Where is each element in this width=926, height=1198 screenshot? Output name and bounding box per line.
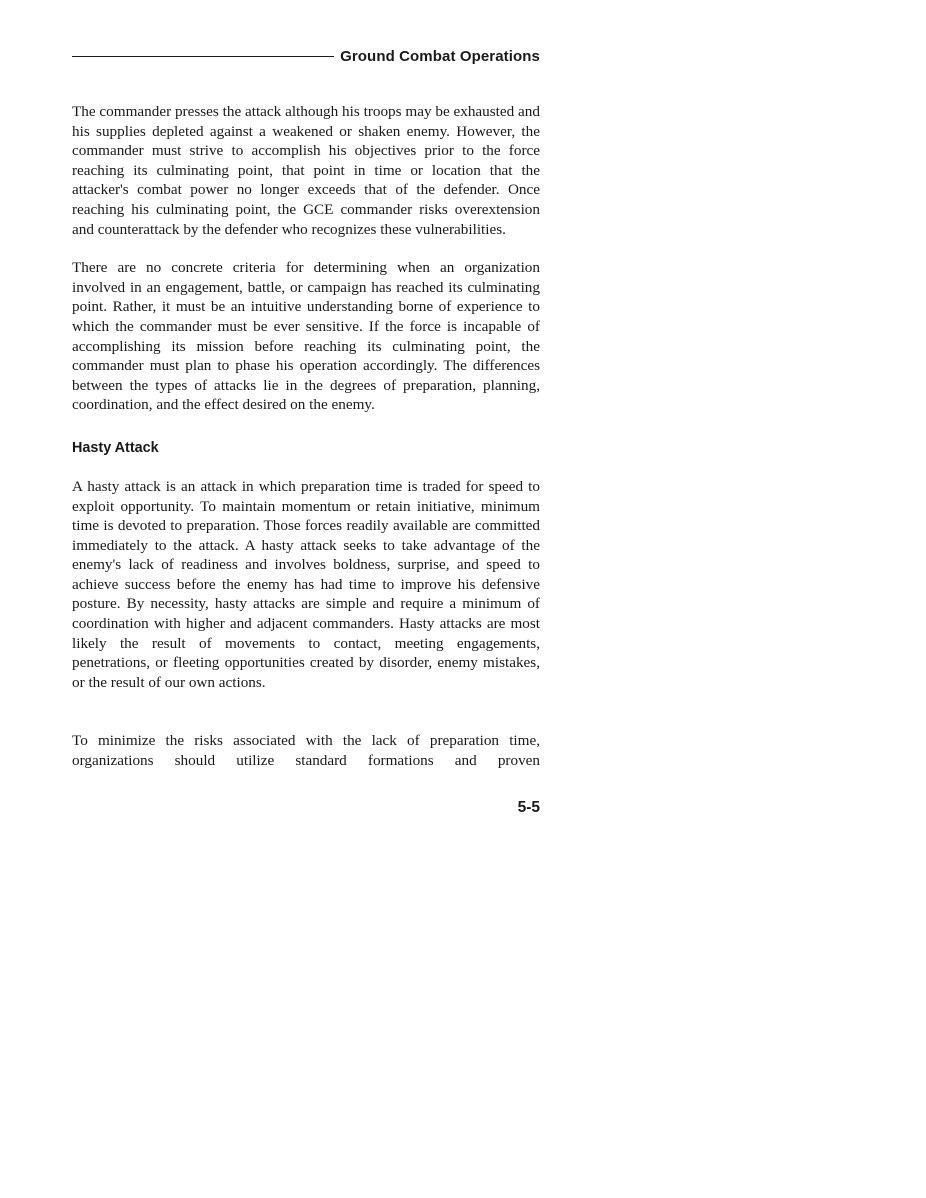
chapter-title: Ground Combat Operations bbox=[340, 47, 540, 65]
header-rule bbox=[72, 56, 334, 57]
section-heading-hasty-attack: Hasty Attack bbox=[72, 439, 159, 456]
document-page bbox=[72, 40, 540, 817]
page-number: 5-5 bbox=[517, 798, 540, 816]
paragraph-culminating-criteria: There are no concrete criteria for determining when an organization involved in an engagement, battle, or campaign has reached its culminating point. Rather, it must be an intuitive understanding borne of experience to which the commander must be ever sensitive. If the force is incapable of accomplishing its mission before reaching its culminating point, the commander must plan to phase his operation accordingly. The differences between the types of attacks lie in the degrees of preparation, planning, coordination, and the effect desired on the enemy. bbox=[72, 259, 540, 414]
running-header bbox=[72, 40, 540, 72]
paragraph-minimize-risks: To minimize the risks associated with the lack of preparation time, organizations should utilize standard formations and proven bbox=[72, 732, 540, 770]
paragraph-culminating-attack: The commander presses the attack although his troops may be exhausted and his supplies depleted against a weakened or shaken enemy. However, the commander must strive to accomplish his objectives prior to the force reaching its culminating point, that point in time or location that the attacker's combat power no longer exceeds that of the defender. Once reaching his culminating point, the GCE commander risks overextension and counterattack by the defender who recognizes these vulnerabilities. bbox=[72, 103, 540, 238]
paragraph-hasty-attack: A hasty attack is an attack in which preparation time is traded for speed to exploit opportunity. To maintain momentum or retain initiative, minimum time is devoted to preparation. Those forces readily available are committed immediately to the attack. A hasty attack seeks to take advantage of the enemy's lack of readiness and involves boldness, surprise, and speed to achieve success before the enemy has had time to improve his defensive posture. By necessity, hasty attacks are simple and require a minimum of coordination with higher and adjacent commanders. Hasty attacks are most likely the result of movements to contact, meeting engagements, penetrations, or fleeting opportunities created by disorder, enemy mistakes, or the result of our own actions. bbox=[72, 477, 540, 691]
